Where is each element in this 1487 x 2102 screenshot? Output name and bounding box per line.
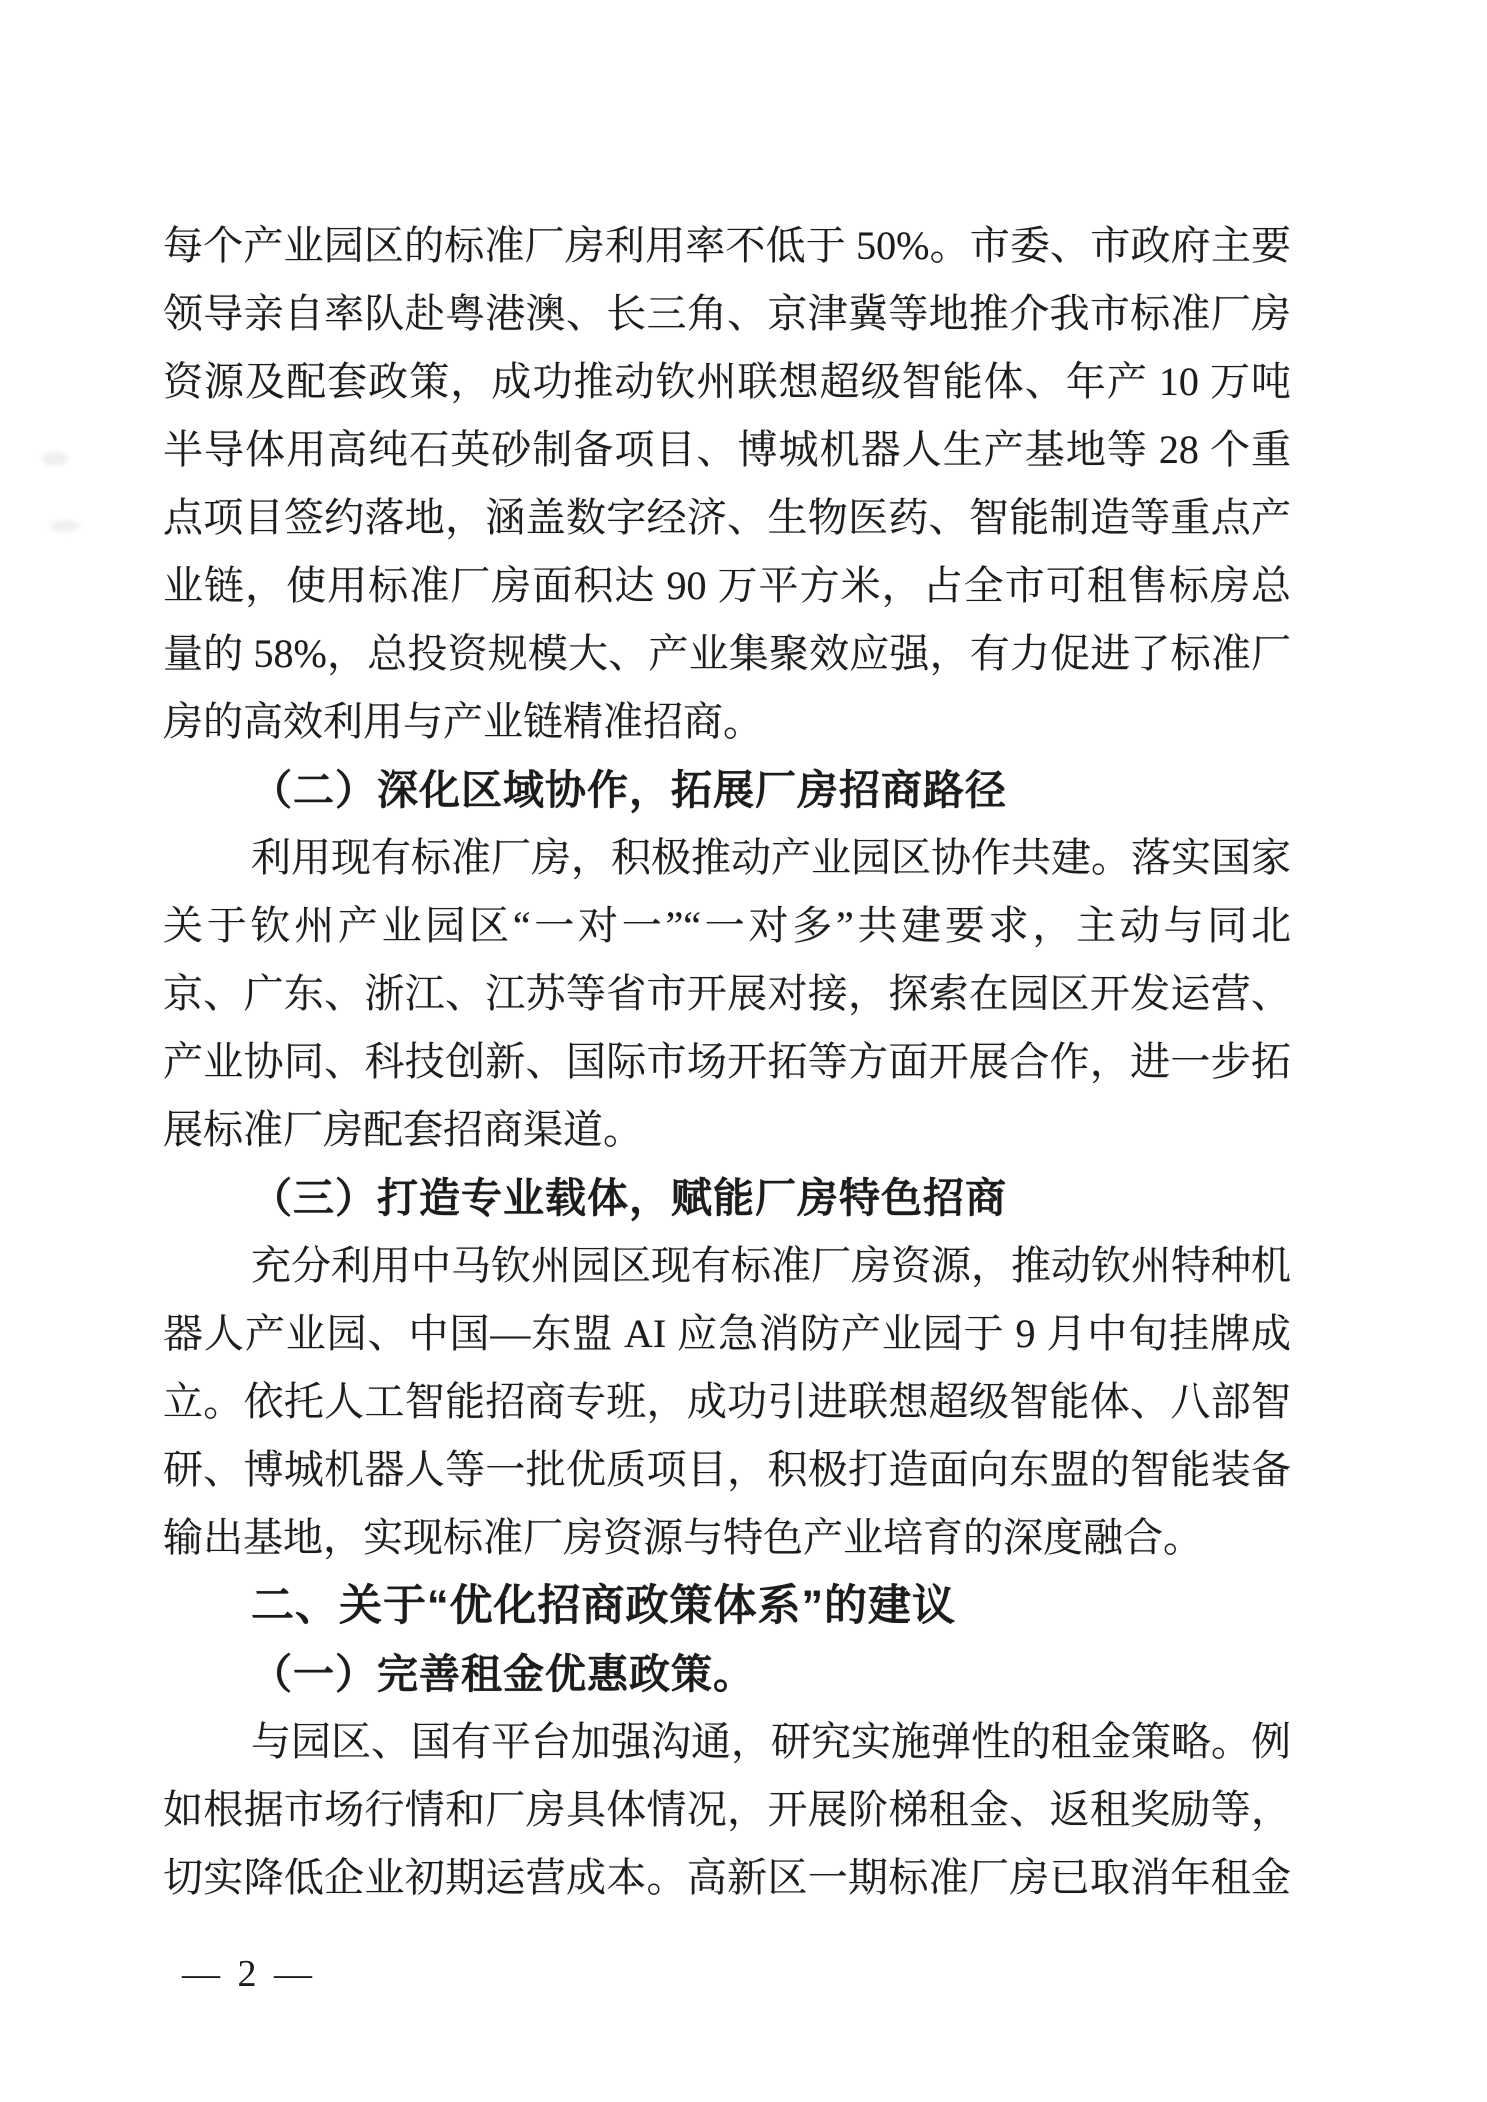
- body-line: 如根据市场行情和厂房具体情况，开展阶梯租金、返租奖励等，: [163, 1787, 1291, 1832]
- subsection-heading-2: （二）深化区域协作，拓展厂房招商路径: [251, 767, 1007, 813]
- body-line: 关于钦州产业园区“一对一”“一对多”共建要求，主动与同北: [163, 903, 1291, 948]
- body-line: 房的高效利用与产业链精准招商。: [163, 699, 763, 744]
- document-body: [163, 212, 1291, 1912]
- body-line: 切实降低企业初期运营成本。高新区一期标准厂房已取消年租金: [163, 1855, 1291, 1900]
- body-line: 研、博城机器人等一批优质项目，积极打造面向东盟的智能装备: [163, 1447, 1291, 1492]
- section-heading-2: 二、关于“优化招商政策体系”的建议: [251, 1582, 956, 1630]
- body-line: 充分利用中马钦州园区现有标准厂房资源，推动钦州特种机: [251, 1243, 1291, 1288]
- body-line: 半导体用高纯石英砂制备项目、博城机器人生产基地等 28 个重: [163, 427, 1291, 472]
- body-line: 资源及配套政策，成功推动钦州联想超级智能体、年产 10 万吨: [163, 359, 1291, 404]
- body-line: 业链，使用标准厂房面积达 90 万平方米，占全市可租售标房总: [163, 563, 1291, 608]
- body-line: 利用现有标准厂房，积极推动产业园区协作共建。落实国家: [251, 835, 1291, 880]
- body-line: 领导亲自率队赴粤港澳、长三角、京津冀等地推介我市标准厂房: [163, 291, 1291, 336]
- body-line: 每个产业园区的标准厂房利用率不低于 50%。市委、市政府主要: [163, 223, 1291, 268]
- scan-artifact: [50, 520, 80, 532]
- body-line: 展标准厂房配套招商渠道。: [163, 1107, 643, 1152]
- body-line: 立。依托人工智能招商专班，成功引进联想超级智能体、八部智: [163, 1379, 1291, 1424]
- body-line: 产业协同、科技创新、国际市场开拓等方面开展合作，进一步拓: [163, 1039, 1291, 1084]
- subsection-heading-1: （一）完善租金优惠政策。: [251, 1651, 755, 1697]
- scan-artifact: [42, 452, 68, 466]
- body-line: 量的 58%，总投资规模大、产业集聚效应强，有力促进了标准厂: [163, 631, 1291, 676]
- body-line: 点项目签约落地，涵盖数字经济、生物医药、智能制造等重点产: [163, 495, 1291, 540]
- body-line: 与园区、国有平台加强沟通，研究实施弹性的租金策略。例: [251, 1719, 1291, 1764]
- subsection-heading-3: （三）打造专业载体，赋能厂房特色招商: [251, 1175, 1007, 1221]
- page-number: — 2 —: [182, 1953, 316, 1995]
- body-line: 器人产业园、中国—东盟 AI 应急消防产业园于 9 月中旬挂牌成: [163, 1311, 1291, 1356]
- body-line: 输出基地，实现标准厂房资源与特色产业培育的深度融合。: [163, 1515, 1203, 1560]
- body-line: 京、广东、浙江、江苏等省市开展对接，探索在园区开发运营、: [163, 971, 1291, 1016]
